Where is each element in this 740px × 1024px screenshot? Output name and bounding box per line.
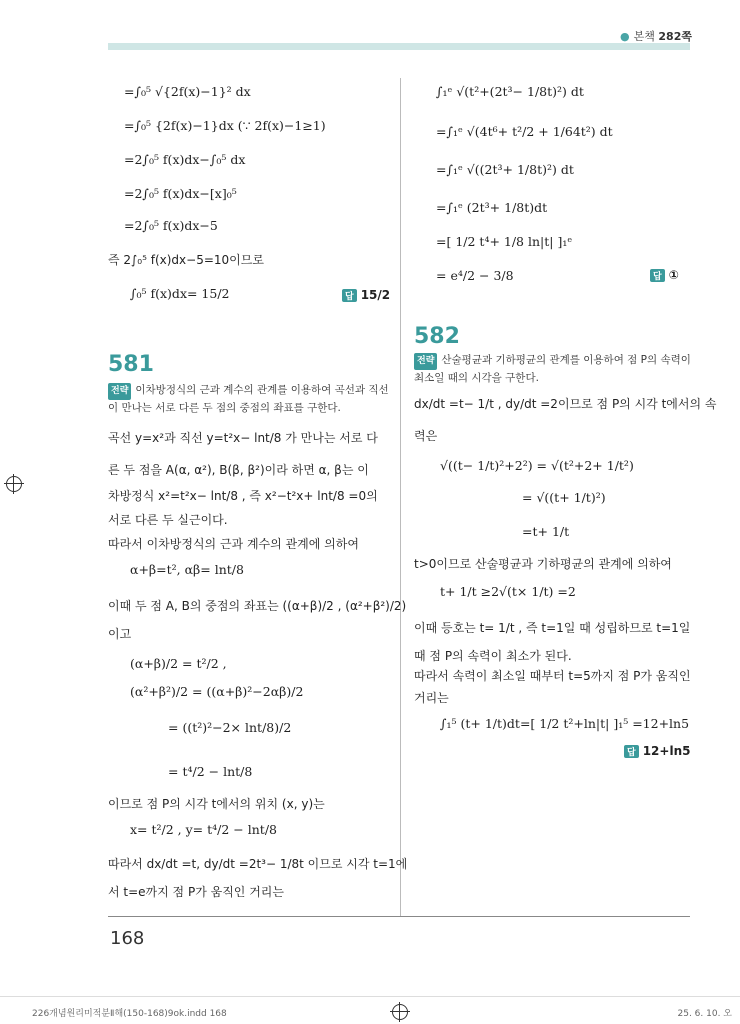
p582-line-10: 따라서 속력이 최소일 때부터 t=5까지 점 P가 움직인: [414, 669, 691, 683]
left-line-6: 즉 2∫₀⁵ f(x)dx−5=10이므로: [108, 253, 264, 267]
answer-tag: 답: [650, 269, 665, 282]
p582-line-8: 이때 등호는 t= 1/t , 즉 t=1일 때 성립하므로 t=1일: [414, 621, 691, 635]
right-line-4: =∫₁ᵉ (2t³+ 1/8t)dt: [436, 200, 548, 215]
strategy-582: [414, 352, 694, 387]
footer-date: 25. 6. 10. 오: [677, 1009, 732, 1019]
header-bar: [108, 43, 690, 50]
p581-line-9: (α+β)/2 = t²/2 ,: [130, 656, 227, 671]
strategy-text: 이차방정식의 근과 계수의 관계를 이용하여 곡선과 직선이 만나는 서로 다른 두 점의 중점의 좌표를 구한다.: [108, 384, 389, 414]
answer-prev: [342, 288, 390, 302]
answer-582: [624, 744, 690, 758]
right-line-1: ∫₁ᵉ √(t²+(2t³− 1/8t)²) dt: [436, 84, 584, 99]
p582-line-6: t>0이므로 산술평균과 기하평균의 관계에 의하여: [414, 557, 672, 571]
right-line-6: = e⁴/2 − 3/8: [436, 268, 514, 283]
p582-line-12: ∫₁⁵ (t+ 1/t)dt=[ 1/2 t²+ln|t| ]₁⁵ =12+ln5: [440, 716, 690, 731]
p581-line-12: = t⁴/2 − lnt/8: [168, 764, 253, 779]
footer-line: [0, 996, 740, 997]
footer-file: 226개념원리미적분Ⅱ해(150-168)9ok.indd 168: [32, 1009, 227, 1019]
registration-mark-icon: [6, 476, 22, 492]
p581-line-3: 차방정식 x²=t²x− lnt/8 , 즉 x²−t²x+ lnt/8 =0의: [108, 489, 378, 503]
p581-line-10: (α²+β²)/2 = ((α+β)²−2αβ)/2: [130, 684, 304, 699]
p581-line-15: 따라서 dx/dt =t, dy/dt =2t³− 1/8t 이므로 시각 t=1에: [108, 857, 408, 871]
left-line-3: =2∫₀⁵ f(x)dx−∫₀⁵ dx: [124, 152, 246, 167]
p581-line-1: 곡선 y=x²과 직선 y=t²x− lnt/8 가 만나는 서로 다: [108, 431, 378, 445]
p581-line-2: 른 두 점을 A(α, α²), B(β, β²)이라 하면 α, β는 이: [108, 463, 369, 477]
p581-line-14: x= t²/2 , y= t⁴/2 − lnt/8: [130, 822, 277, 837]
answer-580: [650, 268, 679, 282]
strategy-tag: 전략: [414, 353, 437, 370]
p582-line-2: 력은: [414, 429, 438, 443]
p581-line-11: = ((t²)²−2× lnt/8)/2: [168, 720, 292, 735]
p582-line-1: dx/dt =t− 1/t , dy/dt =2이므로 점 P의 시각 t에서의 속: [414, 397, 717, 411]
column-divider: [400, 78, 401, 916]
left-line-4: =2∫₀⁵ f(x)dx−[x]₀⁵: [124, 186, 237, 201]
p582-line-5: =t+ 1/t: [522, 524, 570, 539]
ref-label: 본책: [633, 30, 655, 43]
p582-line-3: √((t− 1/t)²+2²) = √(t²+2+ 1/t²): [440, 458, 634, 473]
p582-line-4: = √((t+ 1/t)²): [522, 490, 606, 505]
bullet-icon: ●: [620, 30, 630, 43]
p582-line-7: t+ 1/t ≥2√(t× 1/t) =2: [440, 584, 576, 599]
problem-number-581: 581: [108, 352, 154, 377]
left-line-2: =∫₀⁵ {2f(x)−1}dx (∵ 2f(x)−1≥1): [124, 118, 326, 133]
registration-mark-icon: [392, 1004, 408, 1020]
answer-tag: 답: [624, 745, 639, 758]
p582-line-9: 때 점 P의 속력이 최소가 된다.: [414, 649, 572, 663]
left-line-7: ∫₀⁵ f(x)dx= 15/2: [130, 286, 230, 301]
p582-line-11: 거리는: [414, 691, 449, 705]
ref-page: 282쪽: [658, 30, 692, 43]
strategy-text: 산술평균과 기하평균의 관계를 이용하여 점 P의 속력이 최소일 때의 시각을 구한다.: [414, 354, 691, 384]
strategy-tag: 전략: [108, 383, 131, 400]
left-line-1: =∫₀⁵ √{2f(x)−1}² dx: [124, 84, 251, 99]
right-line-5: =[ 1/2 t⁴+ 1/8 ln|t| ]₁ᵉ: [436, 234, 573, 249]
answer-tag: 답: [342, 289, 357, 302]
left-line-5: =2∫₀⁵ f(x)dx−5: [124, 218, 218, 233]
problem-number-582: 582: [414, 324, 460, 349]
p581-line-16: 서 t=e까지 점 P가 움직인 거리는: [108, 885, 284, 899]
p581-line-7: 이때 두 점 A, B의 중점의 좌표는 ((α+β)/2 , (α²+β²)/2): [108, 599, 407, 613]
right-line-2: =∫₁ᵉ √(4t⁶+ t²/2 + 1/64t²) dt: [436, 124, 613, 139]
p581-line-4: 서로 다른 두 실근이다.: [108, 513, 228, 527]
answer-value: ①: [668, 268, 679, 282]
answer-value: 15/2: [360, 288, 391, 302]
p581-line-5: 따라서 이차방정식의 근과 계수의 관계에 의하여: [108, 537, 359, 551]
page-number: 168: [110, 928, 145, 949]
p581-line-6: α+β=t², αβ= lnt/8: [130, 562, 244, 577]
bottom-divider: [108, 916, 690, 917]
p581-line-13: 이므로 점 P의 시각 t에서의 위치 (x, y)는: [108, 797, 325, 811]
answer-value: 12+ln5: [642, 744, 691, 758]
p581-line-8: 이고: [108, 627, 132, 641]
right-line-3: =∫₁ᵉ √((2t³+ 1/8t)²) dt: [436, 162, 574, 177]
book-reference: [620, 28, 692, 44]
strategy-581: [108, 382, 393, 417]
